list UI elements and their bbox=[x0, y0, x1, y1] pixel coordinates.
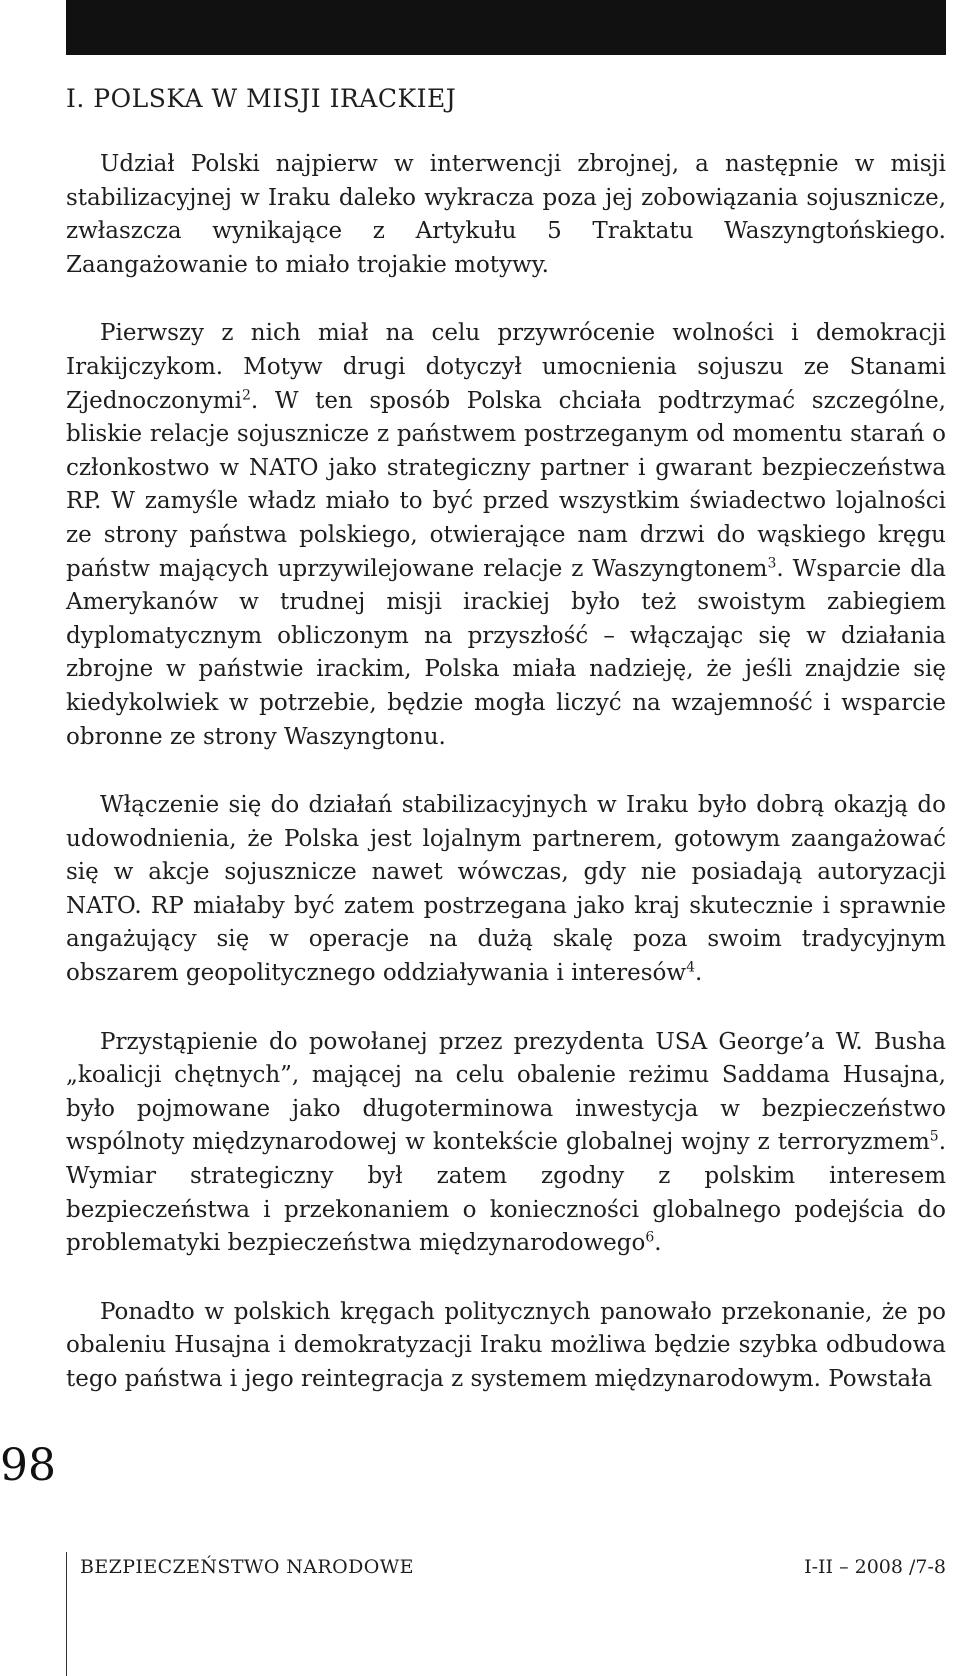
footnote-marker[interactable]: 3 bbox=[767, 554, 777, 571]
footnote-marker[interactable]: 6 bbox=[645, 1229, 655, 1246]
paragraph-4 bbox=[66, 1026, 946, 1261]
paragraph-5-text: Ponadto w polskich kręgach politycznych panowało przekonanie, że po obaleniu Husajna i demokratyzacji Iraku możliwa będzie szybka odbudowa tego państwa i jego reintegracja z systemem międzynarodowym. Powstała bbox=[66, 1298, 946, 1392]
paragraph-3 bbox=[66, 789, 946, 991]
footer-journal-title: BEZPIECZEŃSTWO NARODOWE bbox=[80, 1556, 414, 1578]
footnote-marker[interactable]: 2 bbox=[241, 386, 251, 403]
footer-divider bbox=[66, 1552, 67, 1676]
top-header-bar bbox=[66, 0, 946, 55]
paragraph-2-text-3: . Wsparcie dla Amerykanów w trudnej misji irackiej było też swoistym zabiegiem dyplomatycznym obliczonym na przyszłość – włączając się w działania zbrojne w państwie irackim, Polska miała nadzieję, że jeśli znajdzie się kiedykolwiek w potrzebie, będzie mogła liczyć na wzajemność i wsparcie obronne ze strony Waszyngtonu. bbox=[66, 555, 946, 750]
footer-issue: I-II – 2008 /7-8 bbox=[804, 1556, 946, 1578]
section-heading: I. POLSKA W MISJI IRACKIEJ bbox=[66, 84, 457, 113]
footnote-marker[interactable]: 5 bbox=[929, 1128, 939, 1145]
paragraph-4-text-3: . bbox=[654, 1230, 662, 1257]
paragraph-3-text-2: . bbox=[695, 960, 703, 987]
article-body bbox=[66, 148, 946, 1432]
paragraph-4-text-2: . Wymiar strategiczny był zatem zgodny z polskim interesem bezpieczeństwa i przekonaniem o konieczności globalnego podejścia do problematyki bezpieczeństwa międzynarodowego bbox=[66, 1129, 946, 1257]
footnote-marker[interactable]: 4 bbox=[686, 959, 696, 976]
paragraph-5 bbox=[66, 1296, 946, 1397]
paragraph-1 bbox=[66, 148, 946, 282]
page-number: 98 bbox=[0, 1440, 56, 1491]
paragraph-3-text-1: Włączenie się do działań stabilizacyjnych w Iraku było dobrą okazją do udowodnienia, że Polska jest lojalnym partnerem, gotowym zaangażować się w akcje sojusznicze nawet wówczas, gdy nie posiadają autoryzacji NATO. RP miałaby być zatem postrzegana jako kraj skutecznie i sprawnie angażujący się w operacje na dużą skalę poza swoim tradycyjnym obszarem geopolitycznego oddziaływania i interesów bbox=[66, 792, 946, 987]
paragraph-2 bbox=[66, 317, 946, 754]
paragraph-1-text: Udział Polski najpierw w interwencji zbrojnej, a następnie w misji stabilizacyjnej w Iraku daleko wykracza poza jej zobowiązania sojusznicze, zwłaszcza wynikające z Artykułu 5 Traktatu Waszyngtońskiego. Zaangażowanie to miało trojakie motywy. bbox=[66, 151, 946, 278]
paragraph-2-text-2: . W ten sposób Polska chciała podtrzymać szczególne, bliskie relacje sojusznicze z państwem postrzeganym od momentu starań o członkostwo w NATO jako strategiczny partner i gwarant bezpieczeństwa RP. W zamyśle władz miało to być przed wszystkim świadectwo lojalności ze strony państwa polskiego, otwierające nam drzwi do wąskiego kręgu państw mających uprzywilejowane relacje z Waszyngtonem bbox=[66, 387, 946, 582]
paragraph-2-text-1: Pierwszy z nich miał na celu przywrócenie wolności i demokracji Irakijczykom. Motyw drugi dotyczył umocnienia sojuszu ze Stanami Zjednoczonymi bbox=[66, 320, 946, 414]
paragraph-4-text-1: Przystąpienie do powołanej przez prezydenta USA George’a W. Busha „koalicji chętnych”, mającej na celu obalenie reżimu Saddama Husajna, było pojmowane jako długoterminowa inwestycja w bezpieczeństwo wspólnoty międzynarodowej w kontekście globalnej wojny z terroryzmem bbox=[66, 1028, 946, 1156]
